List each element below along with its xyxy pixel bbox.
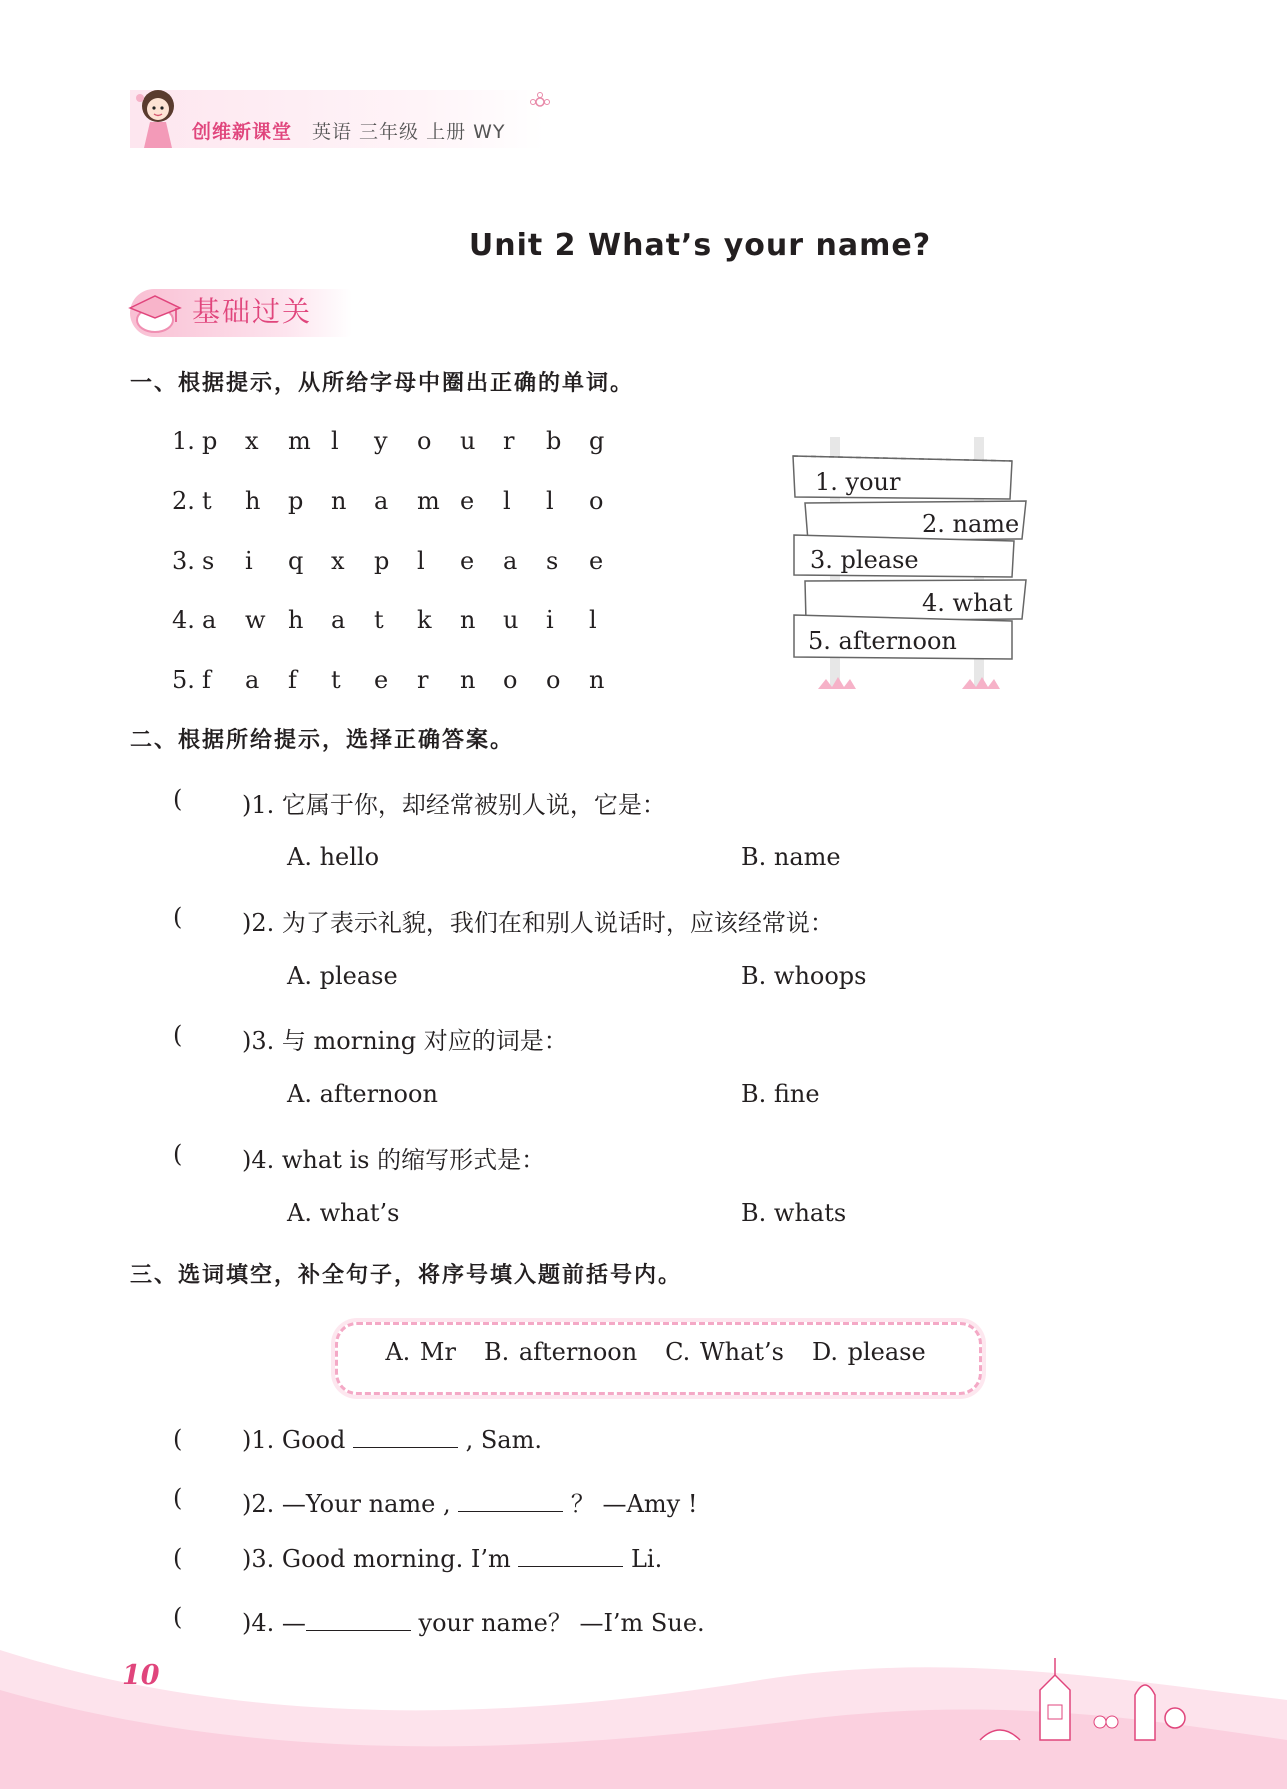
letter[interactable]: y — [374, 427, 388, 455]
letter[interactable]: q — [288, 547, 304, 575]
sign-word-1: 1. your — [815, 468, 901, 496]
header-brand: 创维新课堂 — [192, 121, 293, 143]
answer-paren[interactable]: ( — [173, 1021, 183, 1049]
part3-heading: 三、选词填空，补全句子，将序号填入题前括号内。 — [130, 1263, 683, 1288]
question-text: )2. 为了表示礼貌，我们在和别人说话时，应该经常说： — [242, 909, 834, 937]
letter[interactable]: p — [288, 487, 304, 515]
letter[interactable]: l — [503, 487, 511, 515]
letter[interactable]: h — [288, 606, 304, 634]
letter-row-3 — [172, 547, 632, 575]
question-text: )1. 它属于你，却经常被别人说，它是： — [242, 791, 666, 819]
question-text: )4. what is 的缩写形式是： — [242, 1146, 546, 1174]
letter[interactable]: n — [589, 666, 605, 694]
letter[interactable]: u — [503, 606, 519, 634]
letter[interactable]: m — [417, 487, 440, 515]
letter[interactable]: n — [460, 606, 476, 634]
word-option: C. What’s — [665, 1338, 784, 1366]
letter[interactable]: p — [374, 547, 390, 575]
letter[interactable]: t — [331, 666, 341, 694]
letter[interactable]: h — [245, 487, 261, 515]
part1-heading: 一、根据提示，从所给字母中圈出正确的单词。 — [130, 371, 635, 396]
letter[interactable]: e — [589, 547, 604, 575]
page-number: 10 — [122, 1660, 160, 1691]
letter[interactable]: f — [288, 666, 297, 694]
flower-icon — [530, 92, 550, 112]
letter[interactable]: l — [417, 547, 425, 575]
letter[interactable]: x — [245, 427, 259, 455]
letter[interactable]: t — [202, 487, 212, 515]
letter[interactable]: o — [589, 487, 604, 515]
answer-paren[interactable]: ( — [173, 1140, 183, 1168]
letter[interactable]: a — [202, 606, 217, 634]
letter[interactable]: e — [460, 487, 475, 515]
letter[interactable]: e — [374, 666, 389, 694]
letter[interactable]: f — [202, 666, 211, 694]
section-label: 基础过关 — [192, 295, 313, 328]
word-option: B. afternoon — [483, 1338, 638, 1366]
letter-row-5 — [172, 666, 632, 694]
letter[interactable]: s — [546, 547, 559, 575]
letter[interactable]: r — [503, 427, 515, 455]
answer-paren[interactable]: ( — [173, 903, 183, 931]
letter[interactable]: a — [245, 666, 260, 694]
question-pre: )4. — — [242, 1609, 306, 1637]
answer-paren[interactable]: ( — [173, 1484, 183, 1512]
letter[interactable]: a — [503, 547, 518, 575]
answer-paren[interactable]: ( — [173, 785, 183, 813]
option-b[interactable]: B. name — [741, 843, 841, 871]
option-b[interactable]: B. whats — [741, 1199, 847, 1227]
sign-word-3: 3. please — [810, 546, 919, 574]
fill-question — [242, 1544, 662, 1573]
part2-heading: 二、根据所给提示，选择正确答案。 — [130, 728, 515, 753]
letter-row-2 — [172, 487, 632, 515]
option-a[interactable]: A. what’s — [287, 1199, 400, 1227]
sign-word-4: 4. what — [922, 589, 1013, 617]
header-subject: 英语 三年级 上册 WY — [312, 121, 506, 143]
blank-line[interactable] — [353, 1425, 458, 1448]
page-title: Unit 2 What’s your name? — [468, 228, 932, 263]
letter[interactable]: s — [202, 547, 215, 575]
fill-question — [242, 1484, 697, 1519]
letter[interactable]: l — [589, 606, 597, 634]
letter[interactable]: u — [460, 427, 476, 455]
row-number: 1. — [172, 427, 195, 455]
letter[interactable]: m — [288, 427, 311, 455]
sign-word-2: 2. name — [922, 510, 1020, 538]
letter[interactable]: n — [331, 487, 347, 515]
option-b[interactable]: B. whoops — [741, 962, 867, 990]
letter-row-4 — [172, 606, 632, 634]
letter[interactable]: x — [331, 547, 345, 575]
question-pre: )1. Good — [242, 1426, 353, 1454]
answer-paren[interactable]: ( — [173, 1603, 183, 1631]
letter-row-1 — [172, 427, 632, 455]
row-number: 2. — [172, 487, 195, 515]
letter[interactable]: e — [460, 547, 475, 575]
row-number: 4. — [172, 606, 195, 634]
question-post: ？ —Amy ! — [563, 1490, 698, 1518]
option-b[interactable]: B. fine — [741, 1080, 820, 1108]
question-post: , Sam. — [457, 1426, 542, 1454]
blank-line[interactable] — [458, 1489, 563, 1512]
blank-line[interactable] — [518, 1544, 623, 1567]
letter[interactable]: n — [460, 666, 476, 694]
letter[interactable]: o — [417, 427, 432, 455]
option-a[interactable]: A. hello — [287, 843, 380, 871]
word-option: A. Mr — [385, 1338, 456, 1366]
letter[interactable]: l — [331, 427, 339, 455]
row-number: 3. — [172, 547, 195, 575]
letter[interactable]: a — [374, 487, 389, 515]
letter[interactable]: l — [546, 487, 554, 515]
word-option: D. please — [811, 1338, 926, 1366]
sign-word-5: 5. afternoon — [808, 627, 957, 655]
castle-illustration-icon — [960, 1650, 1190, 1745]
question-post: Li. — [623, 1545, 663, 1573]
letter[interactable]: i — [546, 606, 554, 634]
letter[interactable]: t — [374, 606, 384, 634]
cartoon-girl-icon — [128, 80, 188, 152]
row-number: 5. — [172, 666, 195, 694]
answer-paren[interactable]: ( — [173, 1425, 183, 1453]
fill-question — [242, 1425, 542, 1454]
letter[interactable]: w — [245, 606, 266, 634]
header-text — [192, 117, 506, 144]
letter[interactable]: g — [589, 427, 605, 455]
letter[interactable]: o — [503, 666, 518, 694]
word-bank — [335, 1338, 976, 1366]
option-a[interactable]: A. afternoon — [287, 1080, 438, 1108]
question-pre: )3. Good morning. I’m — [242, 1545, 519, 1573]
option-a[interactable]: A. please — [287, 962, 398, 990]
letter[interactable]: p — [202, 427, 218, 455]
letter[interactable]: i — [245, 547, 253, 575]
letter[interactable]: b — [546, 427, 562, 455]
question-post: your name？ —I’m Sue. — [410, 1609, 705, 1637]
question-text: )3. 与 morning 对应的词是： — [242, 1027, 568, 1055]
letter[interactable]: a — [331, 606, 346, 634]
letter[interactable]: k — [417, 606, 432, 634]
letter[interactable]: o — [546, 666, 561, 694]
graduation-cap-icon — [126, 286, 184, 338]
question-pre: )2. —Your name , — [242, 1490, 459, 1518]
answer-paren[interactable]: ( — [173, 1544, 183, 1572]
letter[interactable]: r — [417, 666, 429, 694]
